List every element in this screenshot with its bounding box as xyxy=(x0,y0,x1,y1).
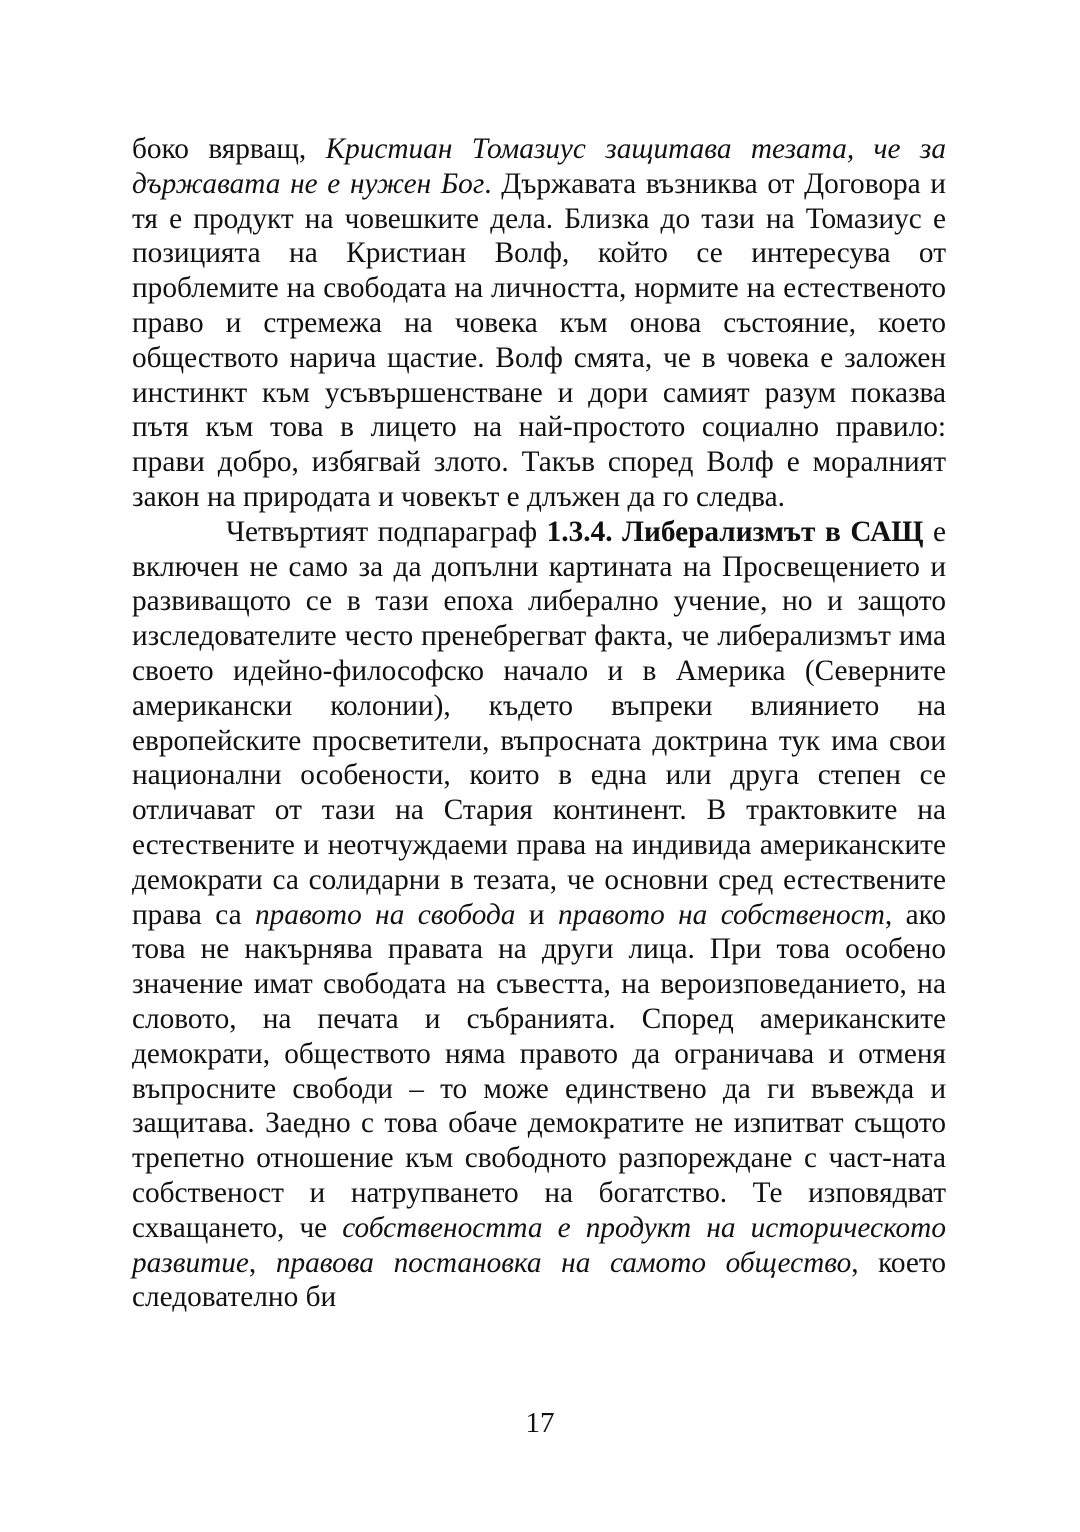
page-number: 17 xyxy=(525,1407,555,1439)
italic-text: правото на свобода xyxy=(255,898,516,931)
body-text xyxy=(132,132,946,1315)
italic-text: правото на собственост xyxy=(557,898,885,931)
italic-text: правова постановка на самото общество xyxy=(275,1246,852,1279)
text-run: , xyxy=(248,1246,276,1279)
paragraph xyxy=(132,132,946,515)
text-run: . Държавата възниква от Договора и тя е продукт на човешките дела. Близка до тази на Томазиус е позицията на Кристиан Волф, който се интересува от проблемите на свободата на личността, нормите на естественото право и стремежа на човека към онова състояние, което обществото нарича щастие. Волф смята, че в човека е заложен инстинкт към усъвършенстване и дори самият разум показва пътя към това в лицето на най-простото социално правило: прави добро, избягвай злото. Такъв според Волф е моралният закон на природата и човекът е длъжен да го следва. xyxy=(132,167,946,513)
text-run: боко вярващ, xyxy=(132,133,326,165)
text-run: Четвъртият подпараграф xyxy=(226,515,547,548)
section-reference: 1.3.4. Либерализмът в САЩ xyxy=(546,515,924,548)
text-run: и xyxy=(515,898,558,931)
text-run: е включен не само за да допълни картината на Просвещението и развиващото се в тази епоха либерално учение, но и защото изследователите често пренебрегват факта, че либерализмът има своето идейно-философско начало и в Америка (Северните американски колонии), където въпреки влиянието на европейските просветители, въпросната доктрина тук има свои национални особености, които в една или друга степен се отличават от тази на Стария континент. В трактовките на естествените и неотчуждаеми права на индивида американските демократи са солидарни в тезата, че основни сред естествените права са xyxy=(132,515,946,931)
italic-text: Кристиан Томазиус защитава тезата, че за държавата не е нужен Бог xyxy=(132,133,946,200)
paragraph xyxy=(132,515,946,1315)
text-run: , ако това не накърнява правата на други лица. При това особено значение имат свободата на съвестта, на вероизповеданието, на словото, на печата и събранията. Според американските демократи, обществото няма правото да ограничава и отменя въпросните свободи – то може единствено да ги въвежда и защитава. Заедно с това обаче демократите не изпитват същото трепетно отношение към свободното разпореждане с част-ната собственост и натрупването на богатство. Те изповядват схващането, че xyxy=(132,898,947,1244)
text-run: , което следователно би xyxy=(132,1246,946,1314)
italic-text: собствеността е продукт на историческото развитие xyxy=(132,1211,946,1279)
